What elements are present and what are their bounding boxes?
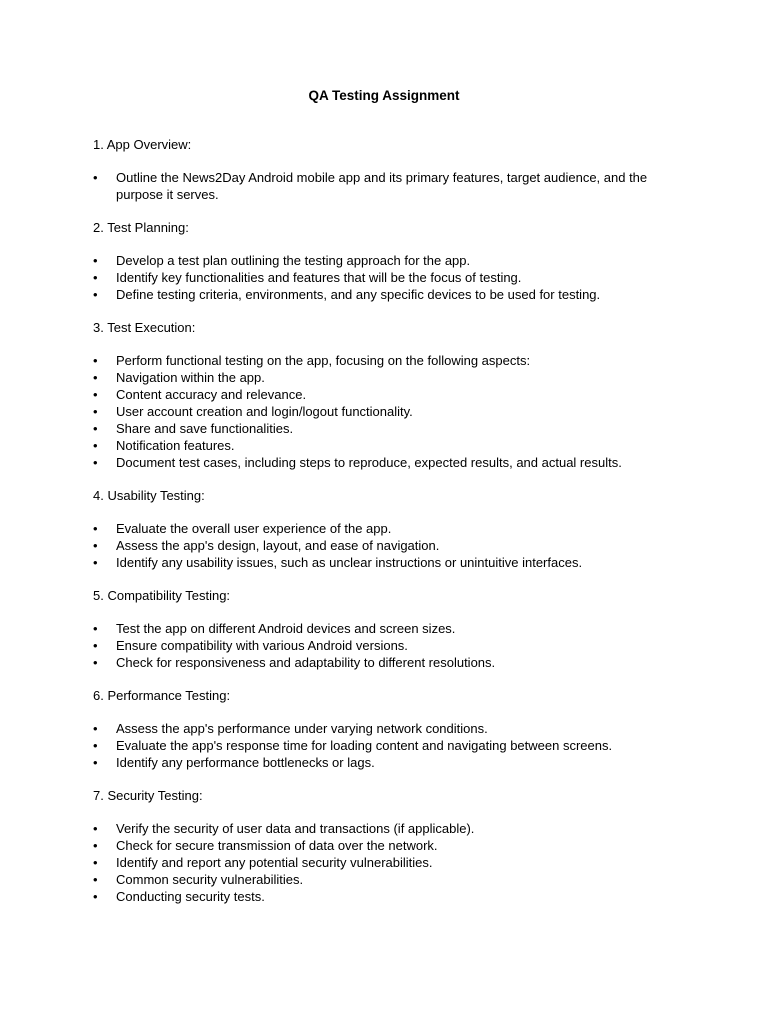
section-2 bbox=[93, 219, 673, 303]
section-heading: 1. App Overview: bbox=[93, 137, 192, 152]
list-item-text: Identify key functionalities and features that will be the focus of testing. bbox=[116, 270, 522, 285]
section-3 bbox=[93, 319, 673, 471]
list-item-text: Identify any usability issues, such as unclear instructions or unintuitive interfaces. bbox=[116, 555, 583, 570]
bullet-icon: • bbox=[93, 655, 98, 670]
document-body bbox=[93, 136, 673, 921]
list-item-text: Evaluate the app's response time for loading content and navigating between screens. bbox=[116, 738, 613, 753]
list-item bbox=[93, 737, 673, 754]
list-item-text: Common security vulnerabilities. bbox=[116, 872, 304, 887]
bullet-icon: • bbox=[93, 538, 98, 553]
bullet-icon: • bbox=[93, 387, 98, 402]
bullet-icon: • bbox=[93, 287, 98, 302]
section-heading: 4. Usability Testing: bbox=[93, 488, 205, 503]
list-item-text: Notification features. bbox=[116, 438, 235, 453]
section-heading: 7. Security Testing: bbox=[93, 788, 203, 803]
list-item-text: Verify the security of user data and transactions (if applicable). bbox=[116, 821, 475, 836]
bullet-icon: • bbox=[93, 821, 98, 836]
list-item bbox=[93, 854, 673, 871]
bullet-icon: • bbox=[93, 170, 98, 185]
bullet-icon: • bbox=[93, 421, 98, 436]
list-item-text: User account creation and login/logout functionality. bbox=[116, 404, 413, 419]
bullet-icon: • bbox=[93, 555, 98, 570]
bullet-list bbox=[93, 169, 673, 203]
list-item bbox=[93, 654, 673, 671]
list-item-text: Perform functional testing on the app, focusing on the following aspects: bbox=[116, 353, 531, 368]
list-item-text: Share and save functionalities. bbox=[116, 421, 294, 436]
bullet-icon: • bbox=[93, 621, 98, 636]
bullet-icon: • bbox=[93, 253, 98, 268]
bullet-icon: • bbox=[93, 370, 98, 385]
list-item-text: Identify and report any potential security vulnerabilities. bbox=[116, 855, 433, 870]
list-item-text: Define testing criteria, environments, and any specific devices to be used for testing. bbox=[116, 287, 601, 302]
bullet-icon: • bbox=[93, 872, 98, 887]
bullet-list bbox=[93, 252, 673, 303]
list-item bbox=[93, 837, 673, 854]
section-heading: 2. Test Planning: bbox=[93, 220, 189, 235]
section-1 bbox=[93, 136, 673, 203]
list-item bbox=[93, 369, 673, 386]
list-item bbox=[93, 437, 673, 454]
list-item-text: Assess the app's performance under varying network conditions. bbox=[116, 721, 488, 736]
list-item bbox=[93, 554, 673, 571]
list-item-text: Test the app on different Android devices and screen sizes. bbox=[116, 621, 456, 636]
bullet-icon: • bbox=[93, 889, 98, 904]
bullet-icon: • bbox=[93, 270, 98, 285]
bullet-icon: • bbox=[93, 738, 98, 753]
section-heading: 3. Test Execution: bbox=[93, 320, 196, 335]
list-item-text: Assess the app's design, layout, and ease of navigation. bbox=[116, 538, 440, 553]
list-item bbox=[93, 386, 673, 403]
bullet-icon: • bbox=[93, 438, 98, 453]
bullet-icon: • bbox=[93, 838, 98, 853]
document-title: QA Testing Assignment bbox=[308, 88, 460, 103]
list-item-text: Ensure compatibility with various Android versions. bbox=[116, 638, 408, 653]
bullet-list bbox=[93, 620, 673, 671]
bullet-icon: • bbox=[93, 721, 98, 736]
bullet-list bbox=[93, 820, 673, 905]
list-item bbox=[93, 286, 673, 303]
list-item bbox=[93, 620, 673, 637]
list-item-text: Content accuracy and relevance. bbox=[116, 387, 307, 402]
list-item bbox=[93, 820, 673, 837]
bullet-icon: • bbox=[93, 455, 98, 470]
list-item bbox=[93, 352, 673, 369]
bullet-icon: • bbox=[93, 755, 98, 770]
section-heading: 6. Performance Testing: bbox=[93, 688, 231, 703]
list-item-text: Document test cases, including steps to reproduce, expected results, and actual results. bbox=[116, 455, 622, 470]
list-item bbox=[93, 420, 673, 437]
list-item-text: Check for secure transmission of data over the network. bbox=[116, 838, 438, 853]
list-item-text: Outline the News2Day Android mobile app and its primary features, target audience, and the purpose it serves. bbox=[116, 170, 648, 202]
list-item bbox=[93, 537, 673, 554]
list-item bbox=[93, 454, 673, 471]
list-item bbox=[93, 403, 673, 420]
list-item bbox=[93, 720, 673, 737]
list-item bbox=[93, 754, 673, 771]
bullet-icon: • bbox=[93, 353, 98, 368]
bullet-list bbox=[93, 520, 673, 571]
list-item bbox=[93, 269, 673, 286]
list-item-text: Identify any performance bottlenecks or lags. bbox=[116, 755, 375, 770]
bullet-icon: • bbox=[93, 521, 98, 536]
section-7 bbox=[93, 787, 673, 905]
section-4 bbox=[93, 487, 673, 571]
list-item-text: Conducting security tests. bbox=[116, 889, 265, 904]
section-6 bbox=[93, 687, 673, 771]
list-item-text: Check for responsiveness and adaptability to different resolutions. bbox=[116, 655, 496, 670]
list-item-text: Develop a test plan outlining the testing approach for the app. bbox=[116, 253, 471, 268]
list-item bbox=[93, 252, 673, 269]
bullet-icon: • bbox=[93, 638, 98, 653]
list-item bbox=[93, 871, 673, 888]
section-heading: 5. Compatibility Testing: bbox=[93, 588, 231, 603]
bullet-list bbox=[93, 720, 673, 771]
section-5 bbox=[93, 587, 673, 671]
list-item-text: Evaluate the overall user experience of the app. bbox=[116, 521, 392, 536]
bullet-icon: • bbox=[93, 855, 98, 870]
list-item bbox=[93, 520, 673, 537]
list-item-text: Navigation within the app. bbox=[116, 370, 265, 385]
bullet-icon: • bbox=[93, 404, 98, 419]
list-item bbox=[93, 637, 673, 654]
list-item bbox=[93, 169, 673, 203]
list-item bbox=[93, 888, 673, 905]
bullet-list bbox=[93, 352, 673, 471]
